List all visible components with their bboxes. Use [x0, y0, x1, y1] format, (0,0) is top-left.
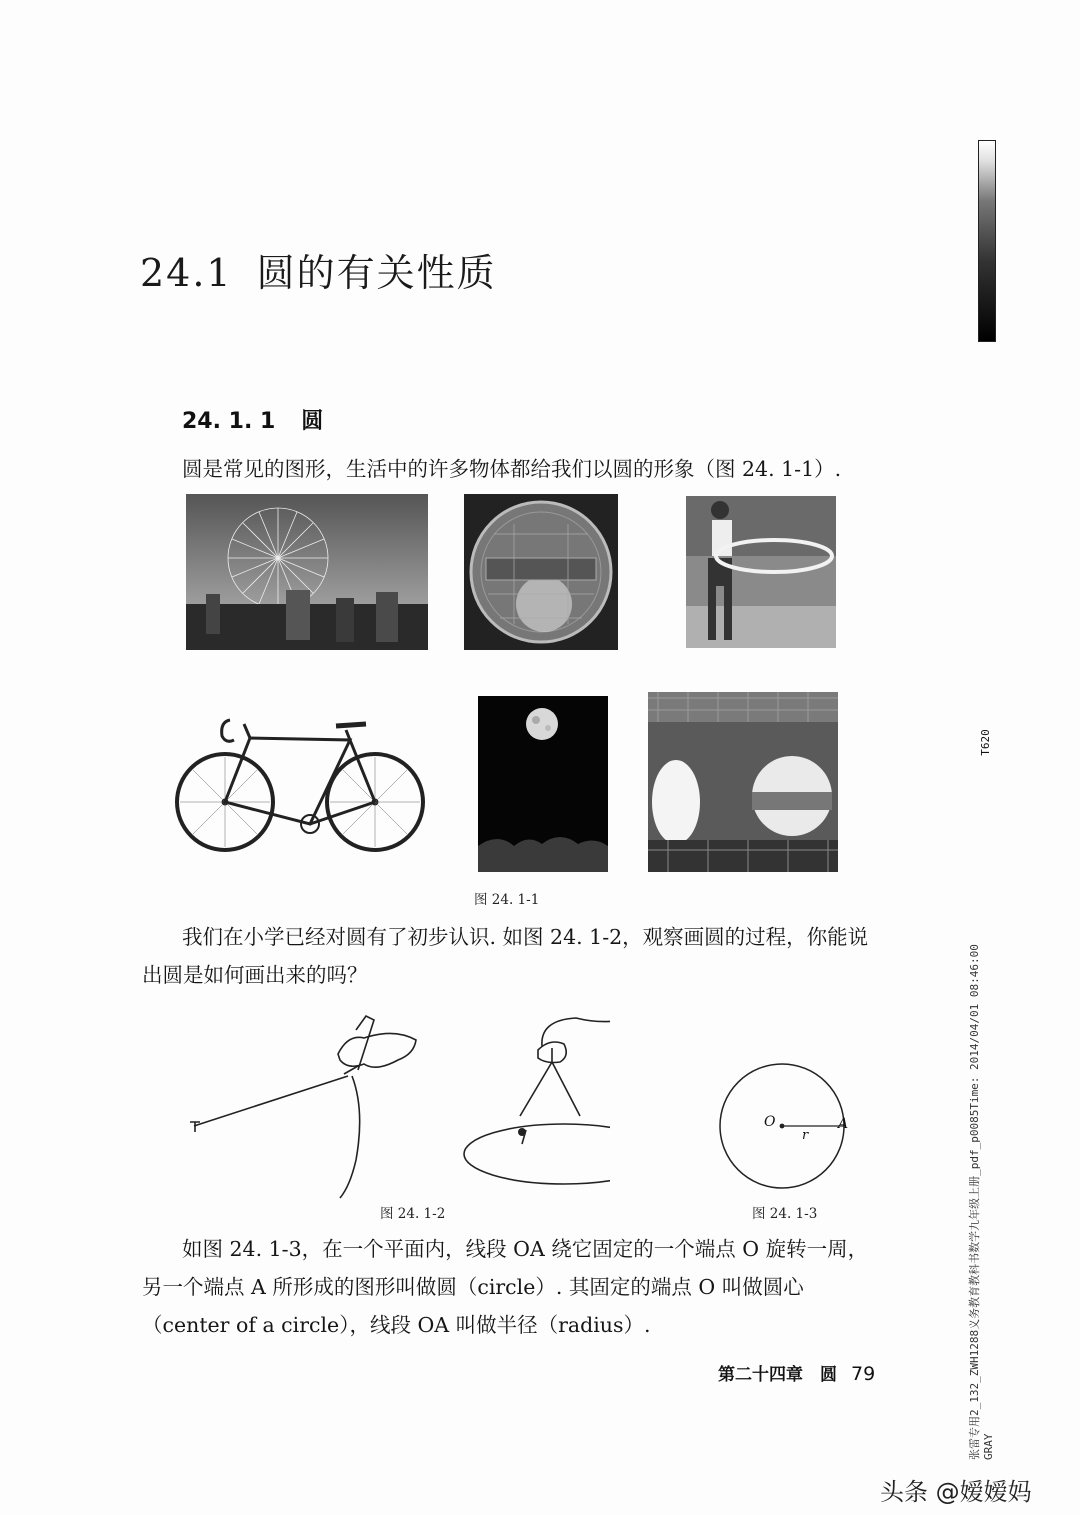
- drawing-circle-illustration: [180, 1010, 610, 1200]
- circle-point-label: A: [838, 1116, 849, 1132]
- ferris-wheel-photo: [186, 494, 428, 650]
- figure1-caption: 图 24. 1-1: [474, 892, 540, 908]
- circle-center-label: O: [764, 1114, 776, 1130]
- section-number: 24.1: [140, 251, 233, 295]
- circle-radius-label: r: [802, 1128, 809, 1143]
- grayscale-calibration-bar: [978, 140, 996, 342]
- figure2-caption: 图 24. 1-2: [380, 1206, 446, 1222]
- subsection-title-text: 圆: [301, 409, 324, 434]
- moon-photo: [478, 696, 608, 872]
- chapter-label: 第二十四章 圆: [718, 1365, 837, 1385]
- page-number: 79: [851, 1363, 876, 1385]
- moon-gate-photo: [648, 692, 838, 872]
- paragraph-drawing: 我们在小学已经对圆有了初步认识. 如图 24. 1-2，观察画圆的过程，你能说出圆是如何画出来的吗？: [142, 925, 869, 987]
- paragraph-intro: 圆是常见的图形，生活中的许多物体都给我们以圆的形象（图 24. 1-1）.: [182, 457, 842, 481]
- subsection-title: [182, 404, 323, 435]
- section-title-text: 圆的有关性质: [256, 251, 497, 295]
- side-label-line: 张雷专用2_132_ZWH1288义务教育教科书数学九年级上册_pdf_p0085Time: 2014/04/01 08:46:00: [968, 944, 981, 1460]
- compass-needle-point: [518, 1128, 526, 1136]
- section-title: [140, 242, 497, 297]
- subsection-number: 24. 1. 1: [182, 409, 276, 434]
- hula-hoop-photo: [686, 496, 836, 648]
- side-label-mode: GRAY: [982, 1433, 995, 1460]
- scan-side-label: [968, 720, 1008, 1460]
- figure3-caption: 图 24. 1-3: [752, 1206, 818, 1222]
- paragraph-definition: 如图 24. 1-3，在一个平面内，线段 OA 绕它固定的一个端点 O 旋转一周，另一个端点 A 所形成的图形叫做圆（circle）. 其固定的端点 O 叫做圆心（center of a circle），线段 OA 叫做半径（radius）.: [142, 1237, 869, 1337]
- manhole-cover-photo: [464, 494, 618, 650]
- bicycle-photo: [170, 702, 428, 852]
- page-footer: [718, 1360, 875, 1385]
- side-code: T620: [978, 729, 992, 756]
- watermark: 头条 @嫒嫒妈: [880, 1478, 1032, 1506]
